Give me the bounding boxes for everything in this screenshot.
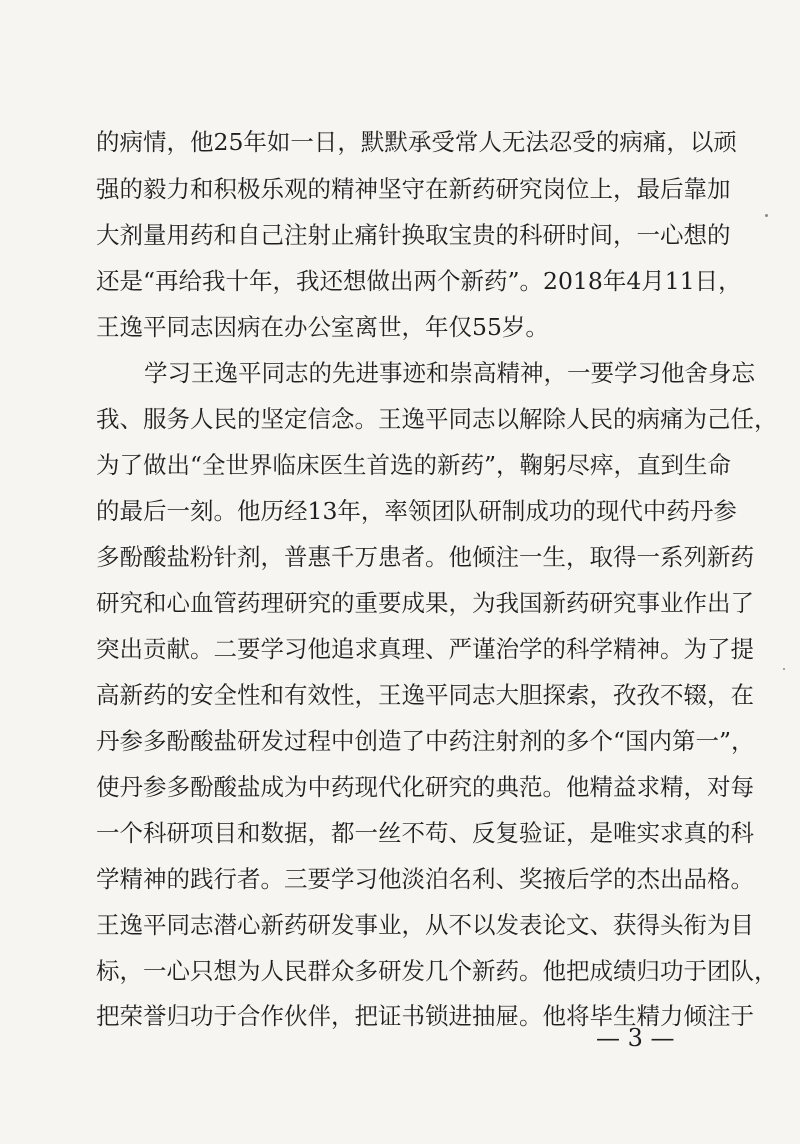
text-line-17: 学精神的践行者。三要学习他淡泊名利、奖掖后学的杰出品格。 <box>96 865 754 893</box>
text-line-16: 一个科研项目和数据，都一丝不苟、反复验证，是唯实求真的科 <box>96 819 754 847</box>
text-line-8: 为了做出“全世界临床医生首选的新药”，鞠躬尽瘁，直到生命 <box>96 451 732 479</box>
text-line-14: 丹参多酚酸盐研发过程中创造了中药注射剂的多个“国内第一”， <box>96 727 755 755</box>
text-line-19: 标，一心只想为人民群众多研发几个新药。他把成绩归功于团队， <box>96 957 778 985</box>
text-line-11: 研究和心血管药理研究的重要成果，为我国新药研究事业作出了 <box>96 589 754 617</box>
text-line-12: 突出贡献。二要学习他追求真理、严谨治学的科学精神。为了提 <box>96 635 754 663</box>
text-line-20: 把荣誉归功于合作伙伴，把证书锁进抽屉。他将毕生精力倾注于 <box>96 1002 754 1030</box>
text-line-9: 的最后一刻。他历经13年，率领团队研制成功的现代中药丹参 <box>96 497 737 525</box>
text-line-18: 王逸平同志潜心新药研发事业，从不以发表论文、获得头衔为目 <box>96 911 754 939</box>
text-line-13: 高新药的安全性和有效性，王逸平同志大胆探索，孜孜不辍，在 <box>96 681 754 709</box>
scan-speck <box>765 214 768 217</box>
text-line-1: 的病情，他25年如一日，默默承受常人无法忍受的病痛，以顽 <box>96 128 737 156</box>
page-number: — 3 — <box>596 1024 675 1052</box>
text-line-15: 使丹参多酚酸盐成为中药现代化研究的典范。他精益求精，对每 <box>96 773 754 801</box>
text-line-7: 我、服务人民的坚定信念。王逸平同志以解除人民的病痛为己任， <box>96 405 778 433</box>
text-line-5: 王逸平同志因病在办公室离世，年仅55岁。 <box>96 313 549 341</box>
text-line-4: 还是“再给我十年，我还想做出两个新药”。2018年4月11日， <box>96 267 742 295</box>
text-line-6: 学习王逸平同志的先进事迹和崇高精神，一要学习他舍身忘 <box>144 359 755 387</box>
text-line-3: 大剂量用药和自己注射止痛针换取宝贵的科研时间，一心想的 <box>96 221 731 249</box>
text-line-2: 强的毅力和积极乐观的精神坚守在新药研究岗位上，最后靠加 <box>96 175 731 203</box>
text-line-10: 多酚酸盐粉针剂，普惠千万患者。他倾注一生，取得一系列新药 <box>96 543 754 571</box>
scan-speck <box>783 668 785 670</box>
